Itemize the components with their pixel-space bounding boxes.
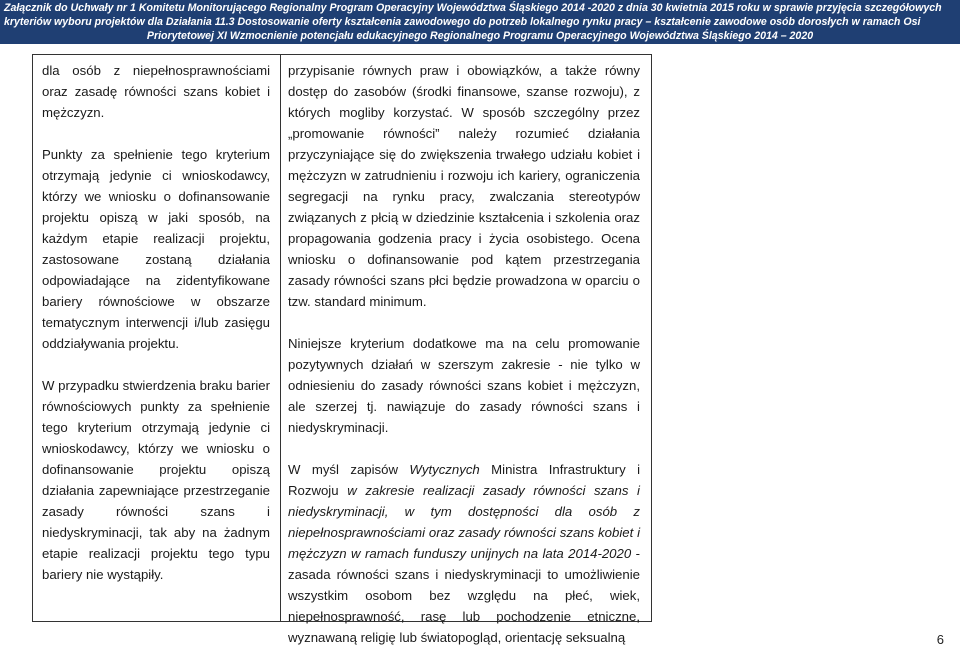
column-divider [280, 55, 281, 621]
right-paragraph-3 [288, 459, 640, 648]
p3-italic-guidelines: Wytycznych [409, 462, 480, 477]
left-paragraph-3: W przypadku stwierdzenia braku barier równościowych punkty za spełnienie tego kryterium otrzymają jedynie ci wnioskodawcy, którzy we wniosku o dofinansowanie projektu opiszą działania zapewniające przestrzeganie zasady równości szans i niedyskryminacji, tak aby na żadnym etapie realizacji projektu tego typu bariery nie wystąpiły. [42, 378, 270, 582]
right-column [288, 60, 640, 648]
right-paragraph-2: Niniejsze kryterium dodatkowe ma na celu promowanie pozytywnych działań w szerszym zakresie - nie tylko w odniesieniu do zasady równości szans kobiet i mężczyzn, ale szerzej tj. nawiązuje do zasady równości szans i niedyskryminacji. [288, 336, 640, 435]
left-paragraph-2: Punkty za spełnienie tego kryterium otrzymają jedynie ci wnioskodawcy, którzy we wniosku o dofinansowanie projektu opiszą w jaki sposób, na każdym etapie realizacji projektu, zastosowane zostaną działania odpowiadające na zidentyfikowane bariery równościowe w obszarze tematycznym interwencji i/lub zasięgu oddziaływania projektu. [42, 147, 270, 351]
page-number: 6 [936, 632, 944, 647]
header-line-3: Priorytetowej XI Wzmocnienie potencjału edukacyjnego Regionalnego Programu Operacyjnego Województwa Śląskiego 2014 – 2020 [146, 30, 814, 42]
header-line-2: kryteriów wyboru projektów dla Działania 11.3 Dostosowanie oferty kształcenia zawodowego do potrzeb lokalnego rynku pracy – kształcenie zawodowe osób dorosłych w ramach Osi [4, 16, 921, 28]
criteria-table [32, 54, 652, 645]
left-paragraph-1: dla osób z niepełnosprawnościami oraz zasadę równości szans kobiet i mężczyzn. [42, 63, 270, 120]
p3-italic-title: w zakresie realizacji zasady równości szans i niedyskryminacji, w tym dostępności dla osób z niepełnosprawnościami oraz zasady równości szans kobiet i mężczyzn w ramach funduszy unijnych na lata 2014-2020 [288, 483, 640, 561]
p3-text-a: W myśl zapisów [288, 462, 410, 477]
p3-text-c: Ministra Infrastruktury i Rozwoju [288, 462, 640, 498]
left-column [42, 60, 270, 585]
right-paragraph-1: przypisanie równych praw i obowiązków, a także równy dostęp do zasobów (środki finansowe, szanse rozwoju), z których mogliby korzystać. W sposób szczególny przez „promowanie równości” należy rozumieć działania przyczyniające się do zwiększenia trwałego udziału kobiet i mężczyzn w zatrudnieniu i rozwoju ich kariery, ograniczenia segregacji na rynku pracy, zwalczania stereotypów związanych z płcią w dziedzinie kształcenia i szkolenia oraz propagowania godzenia pracy i życia osobistego. Ocena wniosku o dofinansowanie pod kątem przestrzegania zasady równości szans płci będzie prowadzona w oparciu o tzw. standard minimum. [288, 63, 640, 309]
document-header-banner [0, 0, 960, 44]
p3-text-e: - zasada równości szans i niedyskryminacji to umożliwienie wszystkim osobom bez względu na płeć, wiek, niepełnosprawność, rasę lub pochodzenie etniczne, wyznawaną religię lub światopogląd, orientację seksualną [288, 546, 640, 645]
header-line-1: Załącznik do Uchwały nr 1 Komitetu Monitorującego Regionalny Program Operacyjny Województwa Śląskiego 2014 -2020 z dnia 30 kwietnia 2015 roku w sprawie przyjęcia szczegółowych [4, 2, 942, 14]
